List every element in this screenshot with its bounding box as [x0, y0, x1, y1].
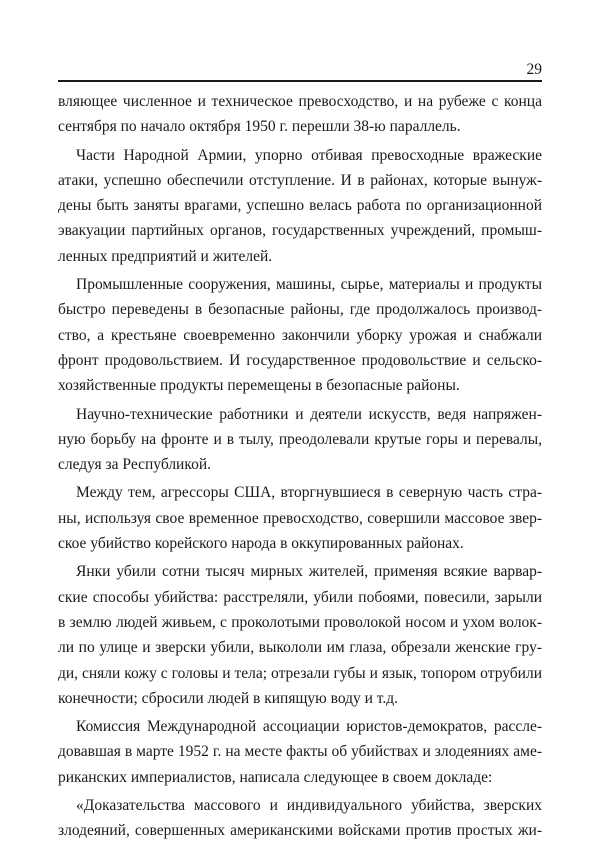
text-line: «Доказательства массового и индивидуального убийства, зверских: [76, 797, 542, 815]
text-line: ское убийство корейского народа в оккупированных районах.: [58, 535, 464, 553]
text-line: следуя за Республикой.: [58, 456, 212, 474]
text-line: ди, сняли кожу с головы и тела; отрезали губы и язык, топором отрубили: [58, 664, 542, 682]
text-line: злодеяний, совершенных американскими войсками против простых жи-: [58, 822, 542, 840]
text-line: конечности; сбросили людей в кипящую воду и т.д.: [58, 689, 399, 707]
text-line: быстро переведены в безопасные районы, где продолжалось производ-: [58, 301, 542, 319]
text-line: сентября по начало октября 1950 г. перешли 38-ю параллель.: [58, 118, 461, 136]
text-line: Промышленные сооружения, машины, сырье, материалы и продукты: [76, 276, 542, 294]
paragraph: [58, 793, 542, 844]
text-line: ли по улице и зверски убили, выкололи им глаза, обрезали женские гру-: [58, 639, 542, 657]
paragraph: [58, 89, 542, 140]
text-line: Научно-технические работники и деятели искусств, ведя напряжен-: [76, 405, 542, 423]
text-line: в землю людей живьем, с проколотыми проволокой носом и ухом волок-: [58, 613, 542, 631]
paragraph: [58, 402, 542, 478]
text-line: вляющее численное и техническое превосходство, и на рубеже с конца: [58, 93, 542, 110]
paragraph: [58, 143, 542, 269]
text-line: атаки, успешно обеспечили отступление. И в районах, которые вынуж-: [58, 171, 542, 189]
paragraph: [58, 559, 542, 711]
text-line: эвакуации партийных органов, государственных учреждений, промыш-: [58, 222, 542, 240]
text-line: ную борьбу на фронте и в тылу, преодолевали крутые горы и перевалы,: [58, 430, 542, 448]
text-line: Комиссия Международной ассоциации юристов-демократов, рассле-: [76, 718, 542, 736]
text-line: хозяйственные продукты перемещены в безопасные районы.: [58, 377, 460, 395]
paragraph: [58, 714, 542, 790]
page-number: 29: [526, 61, 542, 78]
text-line: Янки убили сотни тысяч мирных жителей, применяя всякие варвар-: [76, 563, 542, 581]
text-line: Части Народной Армии, упорно отбивая превосходные вражеские: [76, 146, 542, 164]
header-rule: [58, 80, 542, 82]
body-text: [58, 89, 542, 844]
paragraph: [58, 480, 542, 556]
text-line: ны, используя свое временное превосходство, совершили массовое звер-: [58, 509, 542, 527]
paragraph: [58, 272, 542, 398]
text-line: риканских империалистов, написала следующее в своем докладе:: [58, 768, 493, 786]
text-line: ство, а крестьяне своевременно закончили уборку урожая и снабжали: [58, 326, 542, 344]
text-line: Между тем, агрессоры США, вторгнувшиеся в северную часть стра-: [76, 484, 542, 502]
text-line: довавшая в марте 1952 г. на месте факты об убийствах и злодеяниях аме-: [58, 743, 542, 761]
text-line: ленных предприятий и жителей.: [58, 247, 273, 265]
text-line: фронт продовольствием. И государственное продовольствие и сельско-: [58, 351, 542, 369]
text-line: ские способы убийства: расстреляли, убили побоями, повесили, зарыли: [58, 588, 542, 606]
text-line: дены быть заняты врагами, успешно велась работа по организационной: [58, 197, 542, 215]
